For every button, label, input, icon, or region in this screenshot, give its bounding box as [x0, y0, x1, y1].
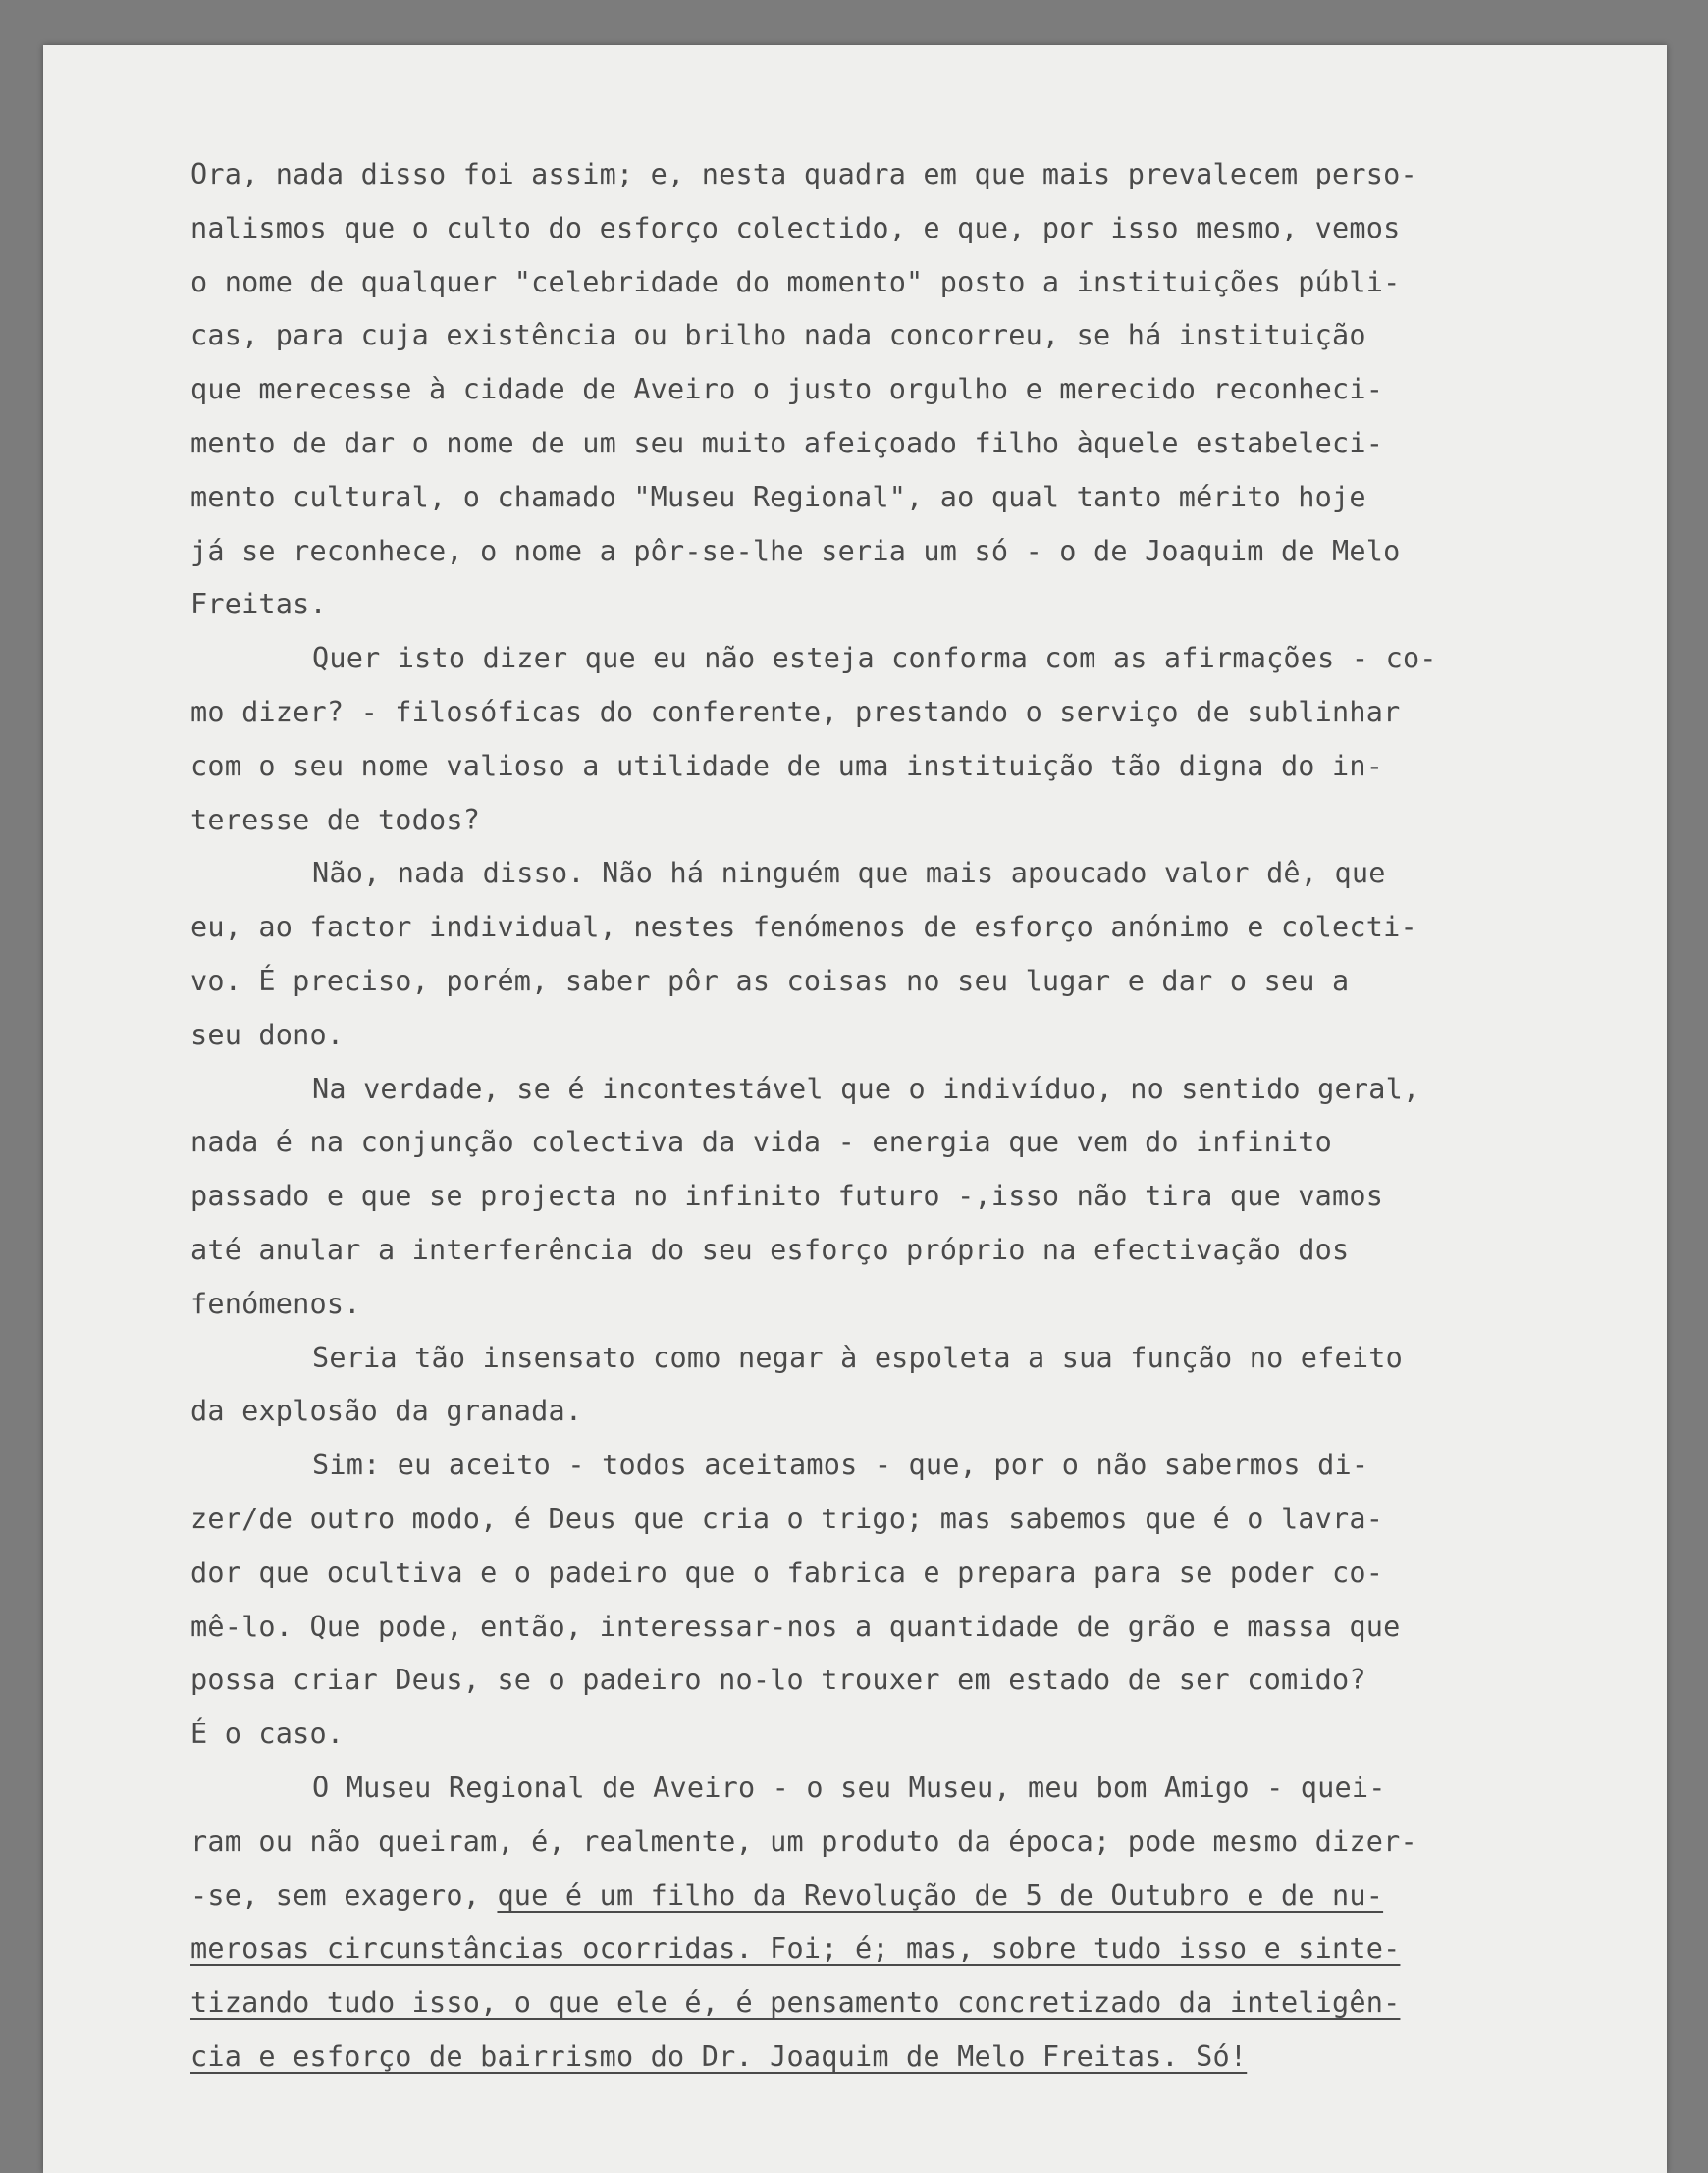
- text-line: seu dono.: [190, 1018, 345, 1051]
- text-line: eu, ao factor individual, nestes fenómenos de esforço anónimo e colecti-: [190, 911, 1417, 944]
- text-line: teresse de todos?: [190, 803, 481, 836]
- text-line: O Museu Regional de Aveiro - o seu Museu, meu bom Amigo - quei-: [312, 1771, 1386, 1804]
- text-line-plain-part: -se, sem exagero,: [190, 1879, 498, 1912]
- text-line: possa criar Deus, se o padeiro no-lo trouxer em estado de ser comido?: [190, 1664, 1366, 1697]
- text-line-underlined: cia e esforço de bairrismo do Dr. Joaquim de Melo Freitas. Só!: [190, 2040, 1248, 2073]
- text-line-underlined-part: que é um filho da Revolução de 5 de Outubro e de nu-: [497, 1879, 1384, 1912]
- text-line: fenómenos.: [190, 1287, 361, 1320]
- text-line: passado e que se projecta no infinito futuro -,isso não tira que vamos: [190, 1180, 1384, 1213]
- text-line: É o caso.: [190, 1718, 345, 1751]
- text-line: mê-lo. Que pode, então, interessar-nos a quantidade de grão e massa que: [190, 1610, 1401, 1643]
- text-line: zer/de outro modo, é Deus que cria o trigo; mas sabemos que é o lavra-: [190, 1502, 1384, 1535]
- text-line: com o seu nome valioso a utilidade de uma instituição tão digna do in-: [190, 749, 1384, 782]
- text-line: ram ou não queiram, é, realmente, um produto da época; pode mesmo dizer-: [190, 1825, 1417, 1858]
- text-line: da explosão da granada.: [190, 1395, 583, 1428]
- document-page: [43, 45, 1667, 2173]
- text-line: que merecesse à cidade de Aveiro o justo orgulho e merecido reconheci-: [190, 373, 1384, 406]
- text-line: Freitas.: [190, 588, 327, 621]
- text-line-partially-underlined: [190, 1870, 1643, 1924]
- text-line: dor que ocultiva e o padeiro que o fabrica e prepara para se poder co-: [190, 1556, 1384, 1589]
- text-line: Sim: eu aceito - todos aceitamos - que, por o não sabermos di-: [312, 1449, 1369, 1482]
- text-line: cas, para cuja existência ou brilho nada concorreu, se há instituição: [190, 319, 1366, 352]
- text-line: nalismos que o culto do esforço colectido, e que, por isso mesmo, vemos: [190, 211, 1401, 244]
- text-line: mo dizer? - filosóficas do conferente, prestando o serviço de sublinhar: [190, 695, 1401, 728]
- text-line: mento cultural, o chamado "Museu Regional", ao qual tanto mérito hoje: [190, 480, 1366, 513]
- text-line: vo. É preciso, porém, saber pôr as coisas no seu lugar e dar o seu a: [190, 964, 1350, 997]
- text-line: Seria tão insensato como negar à espoleta a sua função no efeito: [312, 1341, 1403, 1374]
- text-line: mento de dar o nome de um seu muito afeiçoado filho àquele estabeleci-: [190, 426, 1384, 459]
- typed-text-body: [190, 148, 1643, 2085]
- text-line: Quer isto dizer que eu não esteja conforma com as afirmações - co-: [312, 642, 1437, 675]
- text-line: Não, nada disso. Não há ninguém que mais apoucado valor dê, que: [312, 857, 1386, 890]
- text-lines: [190, 148, 1643, 1870]
- text-line: até anular a interferência do seu esforço próprio na efectivação dos: [190, 1233, 1350, 1266]
- text-line: o nome de qualquer "celebridade do momento" posto a instituições públi-: [190, 265, 1401, 298]
- text-line: nada é na conjunção colectiva da vida - energia que vem do infinito: [190, 1126, 1333, 1159]
- text-line: já se reconhece, o nome a pôr-se-lhe seria um só - o de Joaquim de Melo: [190, 534, 1401, 567]
- text-line: Na verdade, se é incontestável que o indivíduo, no sentido geral,: [312, 1072, 1420, 1105]
- text-line-underlined: merosas circunstâncias ocorridas. Foi; é; mas, sobre tudo isso e sinte-: [190, 1933, 1401, 1966]
- text-line-underlined: tizando tudo isso, o que ele é, é pensamento concretizado da inteligên-: [190, 1987, 1401, 2020]
- text-line: Ora, nada disso foi assim; e, nesta quadra em que mais prevalecem perso-: [190, 158, 1417, 190]
